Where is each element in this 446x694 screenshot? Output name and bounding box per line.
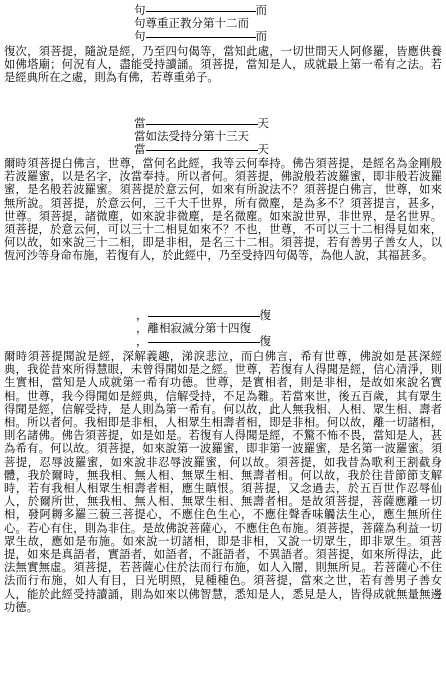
header-top-right-char: 復 bbox=[259, 308, 271, 322]
header-rule bbox=[146, 11, 256, 12]
header-top-left-char: ， bbox=[136, 308, 148, 322]
header-top-right-char: 天 bbox=[257, 116, 269, 130]
header-bottom-right-char: 天 bbox=[257, 142, 269, 156]
header-rule bbox=[146, 37, 256, 38]
header-bottom-left-char: 當 bbox=[134, 142, 146, 156]
header-bottom-right-char: 復 bbox=[259, 334, 271, 348]
section-12-body: 復次，須菩提，隨說是經，乃至四句偈等，當知此處，一切世間天人阿修羅，皆應供養如佛塔廟；何況有人，盡能受持讀誦。須菩提，當知是人，成就最上第一希有之法。若是經典所在之處，則為有佛，若尊重弟子。 bbox=[4, 45, 442, 85]
header-top-left-char: 句 bbox=[134, 3, 146, 17]
section-13-body: 爾時須菩提白佛言，世尊，當何名此經，我等云何奉持。佛告須菩提，是經名為金剛般若波羅蜜，以是名字，汝當奉持。所以者何。須菩提，佛說般若波羅蜜，即非般若波羅蜜，是名般若波羅蜜。須菩提於意云何，如來有所說法不？須菩提白佛言，世尊，如來無所說。須菩提，於意云何，三千大千世界，所有微塵，是為多不？須菩提言，甚多，世尊。須菩提，諸微塵，如來說非微塵，是名微塵。如來說世界，非世界，是名世界。須菩提，於意云何，可以三十二相見如來不？不也，世尊，不可以三十二相得見如來，何以故，如來說三十二相，即是非相，是名三十二相。須菩提，若有善男子善女人，以恆河沙等身命布施，若復有人，於此經中，乃至受持四句偈等，為他人說，其福甚多。 bbox=[4, 157, 442, 263]
section-12-title: 句尊重正教分第十二而 bbox=[134, 16, 249, 30]
section-14-body: 爾時須菩提聞說是經，深解義趣，涕淚悲泣，而白佛言，希有世尊，佛說如是甚深經典，我從昔來所得慧眼，未曾得聞如是之經。世尊，若復有人得聞是經，信心清淨，則生實相，當知是人成就第一希有功德。世尊，是實相者，則是非相，是故如來說名實相。世尊，我今得聞如是經典，信解受持，不足為難。若當來世，後五百歲，其有眾生得聞是經，信解受持，是人則為第一希有。何以故，此人無我相、人相、眾生相、壽者相。所以者何。我相即是非相，人相眾生相壽者相，即是非相。何以故，離一切諸相，則名諸佛。佛告須菩提，如是如是。若復有人得聞是經，不驚不怖不畏，當知是人，甚為希有。何以故。須菩提，如來說第一波羅蜜，即非第一波羅蜜，是名第一波羅蜜。須菩提，忍辱波羅蜜，如來說非忍辱波羅蜜，何以故。須菩提，如我昔為歌利王割截身體，我於爾時，無我相、無人相、無眾生相、無壽者相。何以故，我於往昔節節支解時，若有我相人相眾生相壽者相，應生瞋恨。須菩提，又念過去，於五百世作忍辱仙人，於爾所世，無我相、無人相、無眾生相、無壽者相。是故須菩提，菩薩應離一切相，發阿耨多羅三藐三菩提心，不應住色生心，不應住聲香味觸法生心，應生無所住心。若心有住，則為非住。是故佛說菩薩心，不應住色布施。須菩提，菩薩為利益一切眾生故，應如是布施。如來說一切諸相，即是非相，又說一切眾生，即非眾生。須菩提，如來是真語者，實語者，如語者，不誑語者，不異語者。須菩提，如來所得法，此法無實無虛。須菩提，若菩薩心住於法而行布施，如人入闇，則無所見。若菩薩心不住法而行布施，如人有目，日光明照，見種種色。須菩提，當來之世，若有善男子善女人，能於此經受持讀誦，則為如來以佛智慧，悉知是人，悉見是人，皆得成就無量無邊功德。 bbox=[4, 350, 442, 614]
header-rule bbox=[148, 342, 260, 343]
header-bottom-left-char: 句 bbox=[134, 29, 146, 43]
header-top-right-char: 而 bbox=[255, 3, 267, 17]
header-rule bbox=[148, 316, 260, 317]
section-12-header-bottom bbox=[134, 30, 267, 43]
section-14-title: ，離相寂滅分第十四復 bbox=[136, 321, 251, 335]
section-14-header-bottom bbox=[136, 335, 271, 348]
header-rule bbox=[146, 150, 258, 151]
section-13-header-bottom bbox=[134, 143, 269, 156]
header-bottom-right-char: 而 bbox=[255, 29, 267, 43]
header-bottom-left-char: ， bbox=[136, 334, 148, 348]
header-top-left-char: 當 bbox=[134, 116, 146, 130]
header-rule bbox=[146, 124, 258, 125]
section-13-title: 當如法受持分第十三天 bbox=[134, 129, 249, 143]
